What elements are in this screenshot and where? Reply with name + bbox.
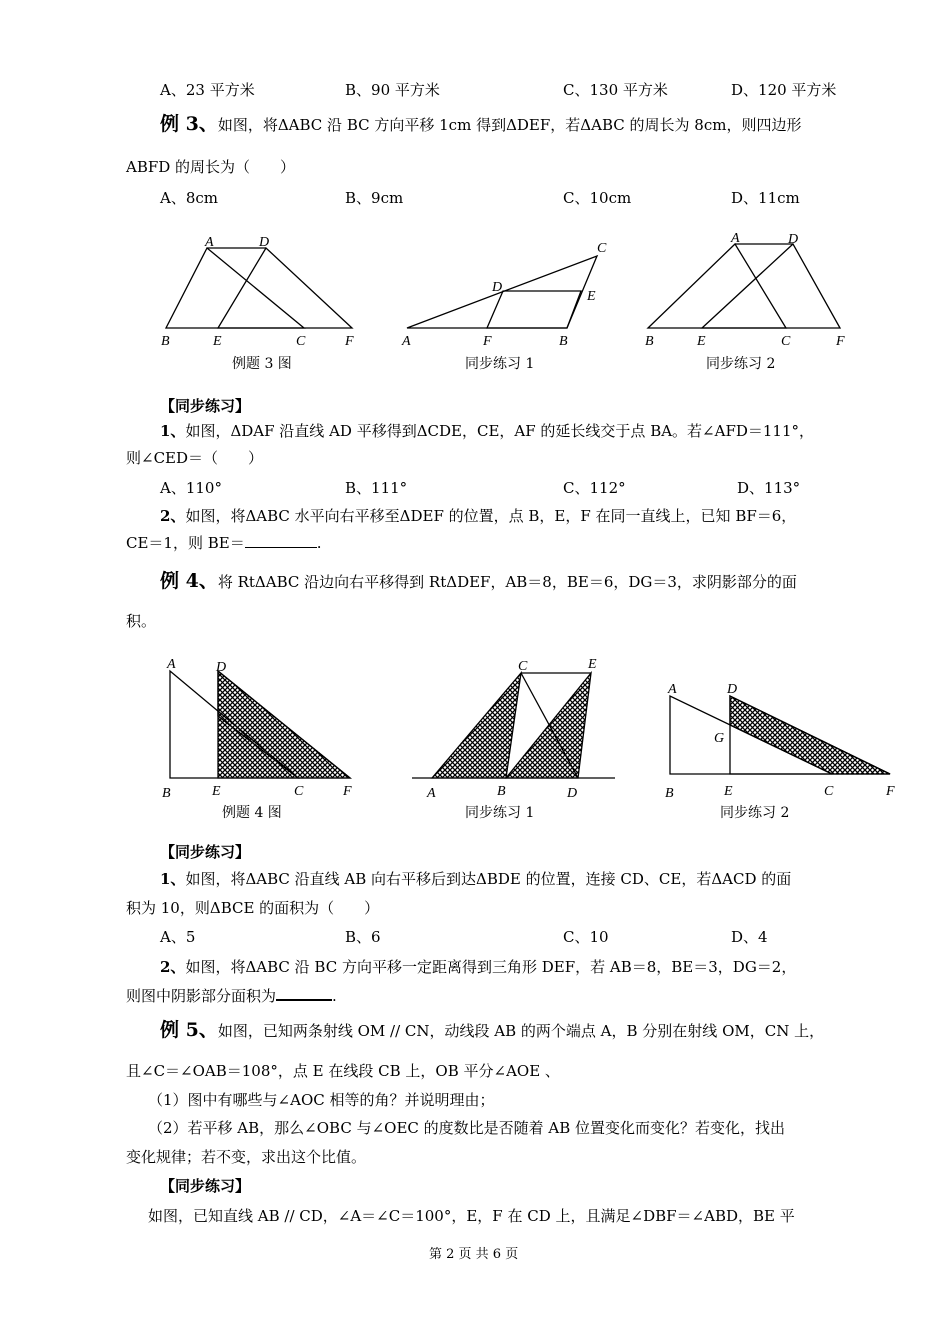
- example5-question2-line1: （2）若平移 AB，那么∠OBC 与∠OEC 的度数比是否随着 AB 位置变化而变化？若变化，找出: [148, 1119, 786, 1137]
- sync1-q1-option-d: D、113°: [737, 479, 801, 497]
- fig1-label-F: F: [345, 334, 354, 349]
- fig3-label-F: F: [836, 334, 845, 349]
- caption-practice1b: 同步练习 1: [465, 805, 535, 821]
- sync1-header: 【同步练习】: [160, 397, 251, 415]
- sync1-q1-option-a: A、110°: [160, 479, 222, 497]
- top-option-c: C、130 平方米: [563, 81, 668, 99]
- ex3-option-b: B、9cm: [345, 189, 404, 207]
- p1b-label-A: A: [427, 786, 436, 801]
- ex4-label-E: E: [212, 784, 221, 799]
- fig2-label-A: A: [402, 334, 411, 349]
- p2b-label-E: E: [724, 784, 733, 799]
- top-option-a: A、23 平方米: [160, 81, 255, 99]
- sync1-q1-line1: 如图，ΔDAF 沿直线 AD 平移得到ΔCDE，CE，AF 的延长线交于点 BA。若∠AFD＝111°，: [185, 422, 815, 440]
- example3-text-line2: ABFD 的周长为（ ）: [126, 158, 296, 176]
- p2b-label-G: G: [714, 731, 725, 746]
- fig3-label-A: A: [731, 231, 740, 246]
- fig2-label-F: F: [483, 334, 492, 349]
- p2b-label-D: D: [727, 682, 738, 697]
- practice2b-figure: [670, 696, 890, 774]
- sync2-q2-num: 2、: [160, 958, 186, 976]
- sync1-q1-option-b: B、111°: [345, 479, 408, 497]
- top-option-d: D、120 平方米: [731, 81, 837, 99]
- caption-practice1: 同步练习 1: [465, 356, 535, 372]
- fig3-label-D: D: [788, 232, 799, 247]
- caption-example3: 例题 3 图: [232, 356, 292, 372]
- sync1-q2-line1: 如图，将ΔABC 水平向右平移至ΔDEF 的位置，点 B，E，F 在同一直线上，已知 BF＝6，: [185, 507, 797, 525]
- sync3-text: 如图，已知直线 AB // CD，∠A＝∠C＝100°，E，F 在 CD 上，且满足∠DBF＝∠ABD，BE 平: [148, 1207, 795, 1225]
- sync2-q1-option-d: D、4: [731, 928, 768, 946]
- ex4-label-C: C: [294, 784, 304, 799]
- sync2-q1-option-c: C、10: [563, 928, 609, 946]
- sync1-q2-end: .: [316, 534, 322, 552]
- p1b-label-E: E: [588, 657, 597, 672]
- sync2-q2-line2: 则图中阴影部分面积为: [126, 987, 277, 1005]
- sync1-q1-num: 1、: [160, 422, 186, 440]
- ex4-label-D: D: [216, 660, 227, 675]
- example4-text-line2: 积。: [126, 612, 157, 630]
- sync2-q1-option-a: A、5: [160, 928, 196, 946]
- ex3-option-c: C、10cm: [563, 189, 632, 207]
- fig1-label-E: E: [213, 334, 222, 349]
- sync2-q2-end: .: [332, 987, 337, 1005]
- sync1-q2-line2: CE＝1，则 BE＝: [126, 534, 245, 552]
- fig3-label-C: C: [781, 334, 791, 349]
- p2b-label-C: C: [824, 784, 834, 799]
- sync1-q1-line2: 则∠CED＝（ ）: [126, 449, 264, 467]
- example4-label: 例 4、: [160, 570, 218, 592]
- fig1-label-B: B: [161, 334, 170, 349]
- p1b-label-B: B: [497, 784, 506, 799]
- ex4-label-B: B: [162, 786, 171, 801]
- p1b-label-D: D: [567, 786, 578, 801]
- example3-text-line1: 如图，将ΔABC 沿 BC 方向平移 1cm 得到ΔDEF，若ΔABC 的周长为 8cm，则四边形: [217, 116, 802, 134]
- p1b-label-C: C: [518, 659, 528, 674]
- page-footer: 第 2 页 共 6 页: [429, 1247, 519, 1262]
- sync1-q2-num: 2、: [160, 507, 186, 525]
- ex4-label-F: F: [343, 784, 352, 799]
- practice1b-figure: [412, 673, 615, 778]
- example5-text-line2: 且∠C＝∠OAB＝108°，点 E 在线段 CB 上，OB 平分∠AOE 、: [126, 1062, 560, 1080]
- answer-blank-2: [276, 985, 332, 1001]
- ex4-label-A: A: [167, 657, 176, 672]
- sync3-header: 【同步练习】: [160, 1177, 251, 1195]
- p2b-label-B: B: [665, 786, 674, 801]
- fig2-label-D: D: [492, 280, 503, 295]
- example3-figure: [166, 248, 352, 328]
- answer-blank: [245, 533, 317, 548]
- example4-figure: [170, 671, 350, 778]
- caption-practice2b: 同步练习 2: [720, 805, 790, 821]
- sync2-q1-line1: 如图，将ΔABC 沿直线 AB 向右平移后到达ΔBDE 的位置，连接 CD、CE，若ΔACD 的面: [185, 870, 792, 888]
- fig1-label-C: C: [296, 334, 306, 349]
- caption-example4: 例题 4 图: [222, 805, 282, 821]
- fig3-label-E: E: [697, 334, 706, 349]
- example5-text-line1: 如图，已知两条射线 OM // CN，动线段 AB 的两个端点 A，B 分别在射线 OM，CN 上，: [217, 1022, 825, 1040]
- caption-practice2: 同步练习 2: [706, 356, 776, 372]
- fig2-label-C: C: [597, 241, 607, 256]
- fig1-label-A: A: [205, 235, 214, 250]
- top-option-b: B、90 平方米: [345, 81, 440, 99]
- example3-label: 例 3、: [160, 113, 218, 135]
- example5-label: 例 5、: [160, 1019, 218, 1041]
- sync1-q1-option-c: C、112°: [563, 479, 626, 497]
- sync2-q1-option-b: B、6: [345, 928, 381, 946]
- fig2-label-B: B: [559, 334, 568, 349]
- practice2-figure: [648, 244, 840, 328]
- p2b-label-F: F: [886, 784, 895, 799]
- sync2-q2-line1: 如图，将ΔABC 沿 BC 方向平移一定距离得到三角形 DEF，若 AB＝8，BE＝3，DG＝2，: [185, 958, 797, 976]
- sync2-header: 【同步练习】: [160, 843, 251, 861]
- fig3-label-B: B: [645, 334, 654, 349]
- example5-question1: （1）图中有哪些与∠AOC 相等的角？并说明理由；: [148, 1091, 495, 1109]
- p2b-label-A: A: [668, 682, 677, 697]
- ex3-option-d: D、11cm: [731, 189, 800, 207]
- ex3-option-a: A、8cm: [160, 189, 219, 207]
- sync2-q1-num: 1、: [160, 870, 186, 888]
- example4-text-line1: 将 RtΔABC 沿边向右平移得到 RtΔDEF，AB＝8，BE＝6，DG＝3，求阴影部分的面: [217, 573, 797, 591]
- sync2-q1-line2: 积为 10，则ΔBCE 的面积为（ ）: [126, 899, 380, 917]
- fig2-label-E: E: [587, 289, 596, 304]
- fig1-label-D: D: [259, 235, 270, 250]
- example5-question2-line2: 变化规律；若不变，求出这个比值。: [126, 1148, 367, 1166]
